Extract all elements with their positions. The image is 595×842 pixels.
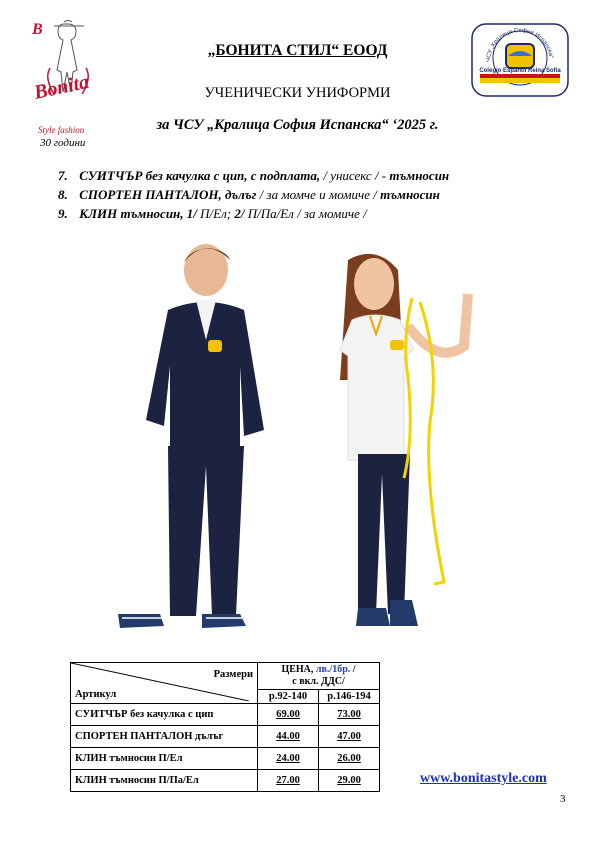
document-title: УЧЕНИЧЕСКИ УНИФОРМИ bbox=[204, 85, 391, 101]
table-row: СПОРТЕН ПАНТАЛОН дълъг 44.00 47.00 bbox=[71, 726, 380, 748]
list-item: 9. КЛИН тъмносин, 1/ П/Ел; 2/ П/Па/Ел / за момиче / bbox=[58, 206, 367, 221]
header-article: Артикул bbox=[75, 689, 117, 700]
table-row: СУИТЧЪР без качулка с цип 69.00 73.00 bbox=[71, 704, 380, 726]
item-list bbox=[58, 166, 449, 223]
list-item: 7. СУИТЧЪР без качулка с цип, с подплата, / унисекс / - тъмносин bbox=[58, 168, 450, 183]
website-link[interactable]: www.bonitastyle.com bbox=[420, 771, 547, 786]
company-name: „БОНИТА СТИЛ“ ЕООД bbox=[207, 42, 388, 59]
list-item: 8. СПОРТЕН ПАНТАЛОН, дълъг / за момче и момиче / тъмносин bbox=[58, 187, 440, 202]
uniform-photo bbox=[108, 240, 480, 646]
size-col-2: р.146-194 bbox=[319, 690, 380, 704]
boy-figure bbox=[118, 244, 264, 628]
logo-brand: Bonita bbox=[32, 70, 91, 104]
page-number: 3 bbox=[560, 793, 566, 805]
table-row: КЛИН тъмносин П/Па/Ел 27.00 29.00 bbox=[71, 770, 380, 792]
logo-tagline: Style fashion bbox=[38, 125, 85, 135]
svg-text:B: B bbox=[32, 21, 43, 38]
school-subtitle: за ЧСУ „Кралица София Испанска“ ‘2025 г. bbox=[156, 117, 439, 133]
logo-years: 30 години bbox=[40, 137, 86, 149]
header-sizes: Размери bbox=[213, 669, 253, 680]
price-table bbox=[70, 662, 380, 792]
table-row: КЛИН тъмносин П/Ел 24.00 26.00 bbox=[71, 748, 380, 770]
girl-figure bbox=[340, 254, 468, 626]
size-col-1: р.92-140 bbox=[258, 690, 319, 704]
logo-ring-text: ЧСУ „Кралица София Испанска“ bbox=[485, 27, 554, 63]
table-header-corner bbox=[71, 663, 258, 704]
logo-bottom-text: Colegio Español Reina Sofía bbox=[479, 68, 561, 74]
price-header: ЦЕНА, лв./1бр. / с вкл. ДДС/ bbox=[258, 663, 380, 690]
